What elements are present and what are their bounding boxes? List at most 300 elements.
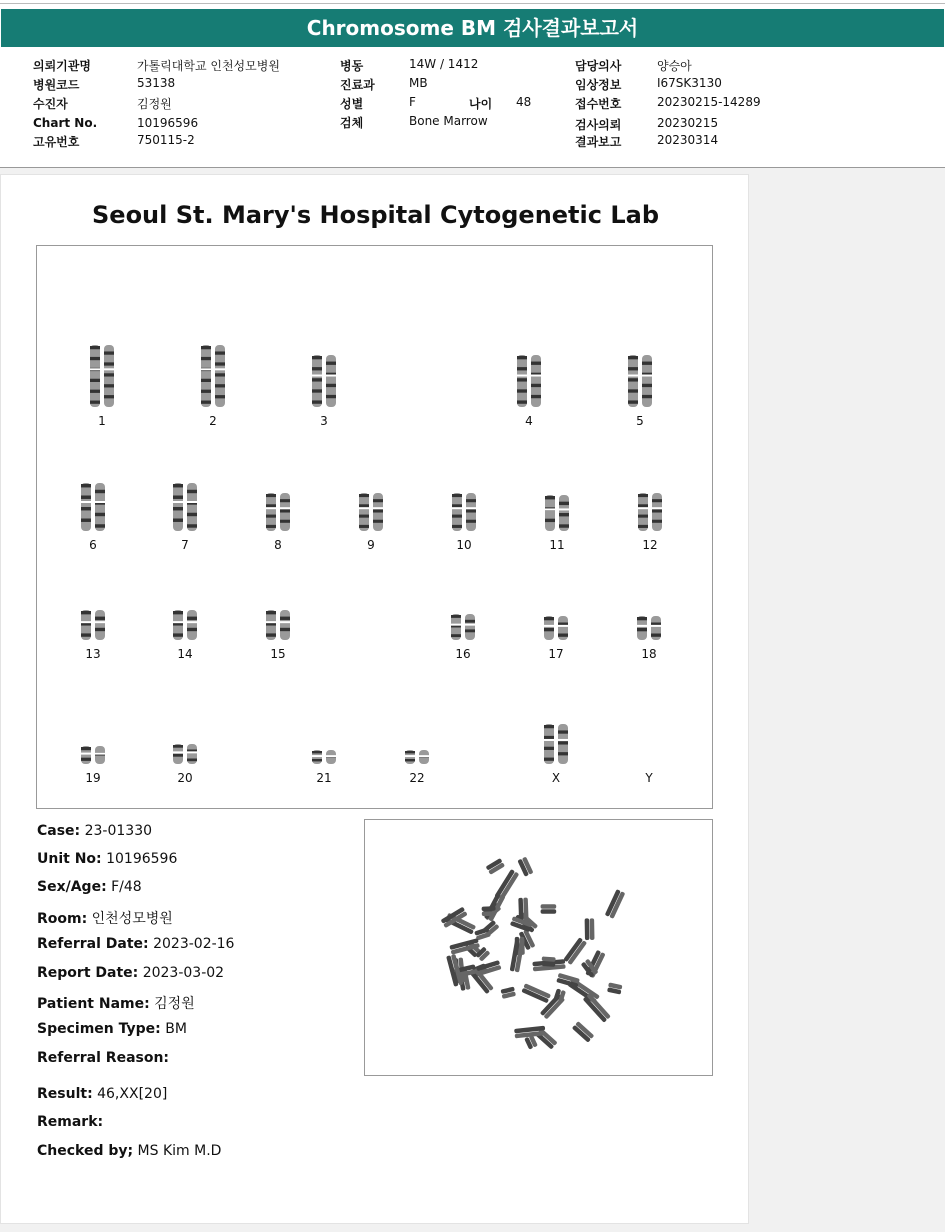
info-label: 결과보고: [575, 135, 622, 149]
info-value: 20230314: [657, 133, 719, 147]
metaphase-chromosome: [486, 858, 506, 875]
centromere: [80, 501, 92, 503]
info-row: [33, 133, 79, 150]
chromosome-band: [466, 499, 476, 502]
info-label: 접수번호: [575, 97, 622, 111]
chromosome-band: [215, 384, 225, 387]
detail-row: [37, 1143, 221, 1159]
info-label: 검체: [340, 116, 364, 130]
chromosome-band: [95, 490, 105, 493]
detail-value: 김정원: [149, 996, 195, 1012]
detail-value: F/48: [106, 879, 142, 895]
chromosome-band: [266, 504, 276, 507]
report-header: [0, 0, 945, 168]
centromere: [641, 375, 653, 377]
centromere: [311, 375, 323, 377]
centromere: [637, 507, 649, 509]
detail-value: MS Kim M.D: [133, 1143, 222, 1159]
centromere: [325, 375, 337, 377]
chromosome-band: [81, 496, 91, 499]
report-sheet: [0, 174, 749, 1224]
chromosome-band: [531, 362, 541, 365]
chromosome-band: [280, 520, 290, 523]
chromosome-band: [544, 736, 554, 739]
chromosome-band: [359, 504, 369, 507]
info-row: [340, 95, 363, 112]
chromosome-pair-icon: [168, 743, 202, 765]
chromosome-pair-icon: [623, 354, 657, 408]
chromosome-band: [266, 494, 276, 497]
info-row: [575, 76, 621, 93]
detail-label: Referral Date:: [37, 936, 149, 952]
chromosome-pair-icon: [354, 492, 388, 532]
metaphase-chromosome: [521, 983, 551, 1003]
chromosome-band: [173, 633, 183, 636]
detail-row: [37, 823, 152, 839]
chromosome-band: [104, 395, 114, 398]
info-row: [33, 95, 68, 112]
centromere: [186, 621, 198, 623]
centromere: [172, 751, 184, 753]
centromere: [172, 621, 184, 623]
chromosome-pair-icon: [539, 723, 573, 765]
chromosome-band: [544, 758, 554, 761]
chromosome-label: 18: [641, 647, 657, 661]
info-label: 고유번호: [33, 135, 80, 149]
chromosome-band: [215, 362, 225, 365]
centromere: [464, 624, 476, 626]
metaphase-chromosome: [510, 938, 525, 973]
info-label: 담당의사: [575, 59, 622, 73]
chromosome-band: [405, 751, 415, 753]
chromosome-label: X: [551, 771, 561, 785]
chromosome-band: [544, 628, 554, 631]
detail-row: [37, 1050, 169, 1066]
chromosome-pair-icon: [85, 344, 119, 408]
centromere: [372, 507, 384, 509]
chromosome-band: [628, 367, 638, 370]
chromosome-band: [558, 741, 568, 744]
karyogram: [36, 245, 713, 809]
detail-label: Checked by;: [37, 1143, 134, 1159]
metaphase-chromosome: [517, 857, 533, 877]
detail-value: 46,XX[20]: [92, 1086, 168, 1102]
metaphase-chromosome: [585, 918, 595, 940]
metaphase-chromosome: [572, 1021, 595, 1043]
info-row: [340, 114, 363, 131]
centromere: [558, 508, 570, 510]
chromosome-label: 4: [525, 414, 533, 428]
chromosome-label: 16: [455, 647, 471, 661]
chromosome-band: [628, 400, 638, 403]
chromosome-band: [517, 356, 527, 359]
chromosome-band: [326, 384, 336, 387]
chromosome-band: [95, 524, 105, 527]
metaphase-chromosome: [607, 982, 622, 994]
chromosome-band: [81, 758, 91, 761]
chromosome-label: 2: [209, 414, 217, 428]
top-rule: [0, 3, 945, 4]
metaphase-chromosome: [563, 937, 587, 965]
info-value: 김정원: [137, 97, 172, 111]
detail-label: Result:: [37, 1086, 93, 1102]
metaphase-chromosome: [518, 898, 528, 923]
detail-label: Referral Reason:: [37, 1050, 170, 1066]
chromosome-band: [95, 513, 105, 516]
detail-label: Report Date:: [37, 965, 139, 981]
chromosome-band: [280, 509, 290, 512]
chromosome-band: [215, 351, 225, 354]
centromere: [94, 753, 106, 755]
chromosome-band: [95, 628, 105, 631]
chromosome-band: [451, 634, 461, 637]
chromosome-band: [95, 617, 105, 620]
chromosome-band: [312, 389, 322, 392]
chromosome-pair-icon: [512, 354, 546, 408]
chromosome-pair-icon: [307, 749, 341, 765]
chromosome-band: [104, 373, 114, 376]
centromere: [451, 507, 463, 509]
chromosome-pair-icon: [400, 749, 434, 765]
detail-value: 10196596: [101, 851, 178, 867]
chromosome-pair-icon: [261, 492, 295, 532]
metaphase-chromosome: [556, 973, 580, 988]
centromere: [530, 375, 542, 377]
chromosome-label: 22: [409, 771, 425, 785]
chromosome-band: [201, 401, 211, 404]
detail-row: [37, 965, 224, 981]
chromosome-band: [215, 395, 225, 398]
chromosome-band: [544, 617, 554, 620]
chromosome-band: [201, 357, 211, 360]
chromosome-label: 12: [642, 538, 658, 552]
chromosome-band: [266, 633, 276, 636]
centromere: [186, 501, 198, 503]
info-label: 나이: [469, 97, 493, 111]
chromosome-band: [173, 496, 183, 499]
chromosome-band: [312, 759, 322, 761]
centromere: [265, 621, 277, 623]
chromosome-band: [628, 389, 638, 392]
chromosome-band: [373, 509, 383, 512]
info-row: [33, 76, 79, 93]
detail-label: Unit No:: [37, 851, 102, 867]
info-value: 14W / 1412: [409, 57, 479, 71]
chromosome-band: [81, 519, 91, 522]
centromere: [557, 625, 569, 627]
chromosome-pair-icon: [539, 615, 573, 641]
chromosome-band: [558, 634, 568, 637]
centromere: [358, 507, 370, 509]
chromosome-body: [545, 495, 555, 531]
chromosome-band: [652, 509, 662, 512]
chromosome-band: [637, 617, 647, 620]
centromere: [543, 625, 555, 627]
chromosome-pair-icon: [196, 344, 230, 408]
detail-row: [37, 1114, 103, 1130]
chromosome-band: [187, 628, 197, 631]
chromosome-band: [558, 752, 568, 755]
detail-row: [37, 1021, 187, 1037]
chromosome-band: [373, 499, 383, 502]
centromere: [418, 755, 430, 757]
chromosome-band: [652, 499, 662, 502]
centromere: [311, 755, 323, 757]
chromosome-band: [638, 504, 648, 507]
chromosome-pair-icon: [446, 613, 480, 641]
info-label: Chart No.: [33, 116, 98, 130]
chromosome-label: Y: [645, 771, 653, 785]
info-label: 병동: [340, 59, 364, 73]
chromosome-band: [312, 356, 322, 359]
chromosome-band: [187, 759, 197, 762]
chromosome-band: [559, 513, 569, 516]
chromosome-band: [559, 524, 569, 527]
info-value: 양승아: [657, 59, 692, 73]
detail-label: Patient Name:: [37, 996, 150, 1012]
chromosome-band: [173, 754, 183, 757]
info-value: 가톨릭대학교 인천성모병원: [137, 59, 280, 73]
chromosome-band: [451, 615, 461, 618]
centromere: [516, 375, 528, 377]
info-label: 병원코드: [33, 78, 80, 92]
chromosome-band: [544, 725, 554, 728]
chromosome-label: 15: [270, 647, 286, 661]
chromosome-band: [517, 389, 527, 392]
chromosome-body: [90, 345, 100, 407]
info-value: 48: [516, 95, 532, 109]
chromosome-band: [628, 378, 638, 381]
detail-label: Case:: [37, 823, 81, 839]
info-row: [33, 116, 97, 130]
metaphase-spread-icon: [365, 820, 714, 1077]
chromosome-band: [187, 617, 197, 620]
info-row: [33, 57, 91, 74]
detail-value: 23-01330: [80, 823, 153, 839]
chromosome-label: 17: [548, 647, 564, 661]
info-label: 진료과: [340, 78, 375, 92]
chromosome-band: [465, 620, 475, 623]
info-label: 의뢰기관명: [33, 59, 91, 73]
detail-row: [37, 908, 173, 928]
info-row: [575, 57, 621, 74]
chromosome-band: [90, 357, 100, 360]
lab-title: Seoul St. Mary's Hospital Cytogenetic Lab: [92, 201, 659, 229]
info-row: [575, 95, 621, 112]
chromosome-body: [465, 614, 475, 640]
detail-row: [37, 851, 177, 867]
centromere: [80, 753, 92, 755]
centromere: [557, 739, 569, 741]
chromosome-band: [173, 519, 183, 522]
chromosome-label: 10: [456, 538, 472, 552]
chromosome-pair-icon: [76, 745, 110, 765]
chromosome-label: 5: [636, 414, 644, 428]
chromosome-band: [104, 362, 114, 365]
chromosome-band: [531, 384, 541, 387]
chromosome-band: [90, 390, 100, 393]
centromere: [279, 621, 291, 623]
info-value: 10196596: [137, 116, 199, 130]
chromosome-pair-icon: [168, 482, 202, 532]
chromosome-pair-icon: [76, 609, 110, 641]
chromosome-pair-icon: [632, 615, 666, 641]
chromosome-band: [81, 484, 91, 487]
info-value: Bone Marrow: [409, 114, 488, 128]
chromosome-band: [652, 520, 662, 523]
chromosome-label: 14: [177, 647, 193, 661]
chromosome-band: [452, 504, 462, 507]
chromosome-band: [173, 745, 183, 748]
centromere: [186, 751, 198, 753]
detail-label: Specimen Type:: [37, 1021, 161, 1037]
detail-label: Room:: [37, 911, 88, 927]
info-value: F: [409, 95, 416, 109]
centromere: [214, 368, 226, 370]
info-value: I67SK3130: [657, 76, 722, 90]
centromere: [200, 368, 212, 370]
centromere: [465, 507, 477, 509]
chromosome-band: [312, 400, 322, 403]
centromere: [450, 624, 462, 626]
info-row: [575, 116, 621, 133]
chromosome-band: [90, 401, 100, 404]
chromosome-band: [544, 747, 554, 750]
centromere: [89, 368, 101, 370]
detail-value: 2023-03-02: [138, 965, 225, 981]
chromosome-label: 21: [316, 771, 332, 785]
chromosome-pair-icon: [540, 494, 574, 532]
metaphase-chromosome: [605, 889, 626, 919]
chromosome-band: [201, 346, 211, 349]
chromosome-band: [280, 499, 290, 502]
chromosome-pair-icon: [447, 492, 481, 532]
chromosome-band: [81, 633, 91, 636]
chromosome-label: 19: [85, 771, 101, 785]
info-value: 20230215-14289: [657, 95, 761, 109]
chromosome-band: [637, 628, 647, 631]
info-value: 750115-2: [137, 133, 195, 147]
chromosome-band: [452, 494, 462, 497]
centromere: [94, 501, 106, 503]
chromosome-pair-icon: [168, 609, 202, 641]
info-label: 수진자: [33, 97, 68, 111]
chromosome-band: [559, 502, 569, 505]
centromere: [650, 625, 662, 627]
centromere: [651, 507, 663, 509]
detail-value: BM: [160, 1021, 187, 1037]
chromosome-band: [638, 494, 648, 497]
info-row: [469, 95, 492, 112]
chromosome-label: 7: [181, 538, 189, 552]
chromosome-label: 3: [320, 414, 328, 428]
chromosome-band: [517, 378, 527, 381]
chromosome-band: [280, 628, 290, 631]
chromosome-band: [465, 629, 475, 632]
chromosome-band: [201, 379, 211, 382]
centromere: [265, 507, 277, 509]
chromosome-band: [187, 524, 197, 527]
centromere: [404, 755, 416, 757]
centromere: [279, 507, 291, 509]
chromosome-band: [359, 494, 369, 497]
chromosome-pair-icon: [261, 609, 295, 641]
chromosome-band: [638, 515, 648, 518]
chromosome-band: [81, 611, 91, 614]
chromosome-band: [173, 484, 183, 487]
chromosome-body: [187, 610, 197, 640]
chromosome-band: [405, 759, 415, 761]
chromosome-label: 11: [549, 538, 565, 552]
detail-label: Remark:: [37, 1114, 104, 1130]
chromosome-body: [201, 345, 211, 407]
chromosome-pair-icon: [76, 482, 110, 532]
centromere: [172, 501, 184, 503]
chromosome-band: [466, 520, 476, 523]
chromosome-band: [628, 356, 638, 359]
chromosome-band: [517, 400, 527, 403]
centromere: [325, 755, 337, 757]
chromosome-label: 8: [274, 538, 282, 552]
info-value: 53138: [137, 76, 176, 90]
detail-row: [37, 993, 195, 1013]
centromere: [627, 375, 639, 377]
chromosome-band: [266, 611, 276, 614]
info-label: 검사의뢰: [575, 118, 622, 132]
chromosome-band: [104, 384, 114, 387]
chromosome-band: [531, 395, 541, 398]
centromere: [544, 508, 556, 510]
chromosome-body: [95, 610, 105, 640]
chromosome-band: [359, 515, 369, 518]
info-value: MB: [409, 76, 428, 90]
chromosome-band: [326, 362, 336, 365]
chromosome-band: [312, 751, 322, 753]
chromosome-band: [642, 362, 652, 365]
chromosome-label: 9: [367, 538, 375, 552]
chromosome-band: [81, 507, 91, 510]
info-label: 성별: [340, 97, 364, 111]
chromosome-label: 6: [89, 538, 97, 552]
info-label: 임상정보: [575, 78, 622, 92]
chromosome-label: 1: [98, 414, 106, 428]
metaphase-chromosome: [541, 904, 557, 914]
chromosome-band: [452, 525, 462, 528]
chromosome-label: 13: [85, 647, 101, 661]
chromosome-label: 20: [177, 771, 193, 785]
info-value: 20230215: [657, 116, 719, 130]
chromosome-band: [173, 507, 183, 510]
metaphase-chromosome: [500, 987, 516, 999]
centromere: [80, 621, 92, 623]
chromosome-band: [466, 509, 476, 512]
report-title: Chromosome BM 검사결과보고서: [1, 9, 944, 47]
detail-row: [37, 879, 142, 895]
chromosome-pair-icon: [633, 492, 667, 532]
detail-label: Sex/Age:: [37, 879, 107, 895]
chromosome-band: [173, 611, 183, 614]
detail-value: 인천성모병원: [87, 911, 173, 927]
chromosome-band: [215, 373, 225, 376]
metaphase-image: [364, 819, 713, 1076]
chromosome-band: [642, 384, 652, 387]
chromosome-band: [312, 378, 322, 381]
chromosome-band: [642, 395, 652, 398]
detail-value: 2023-02-16: [148, 936, 235, 952]
chromosome-band: [266, 525, 276, 528]
info-row: [575, 133, 621, 150]
chromosome-band: [558, 730, 568, 733]
